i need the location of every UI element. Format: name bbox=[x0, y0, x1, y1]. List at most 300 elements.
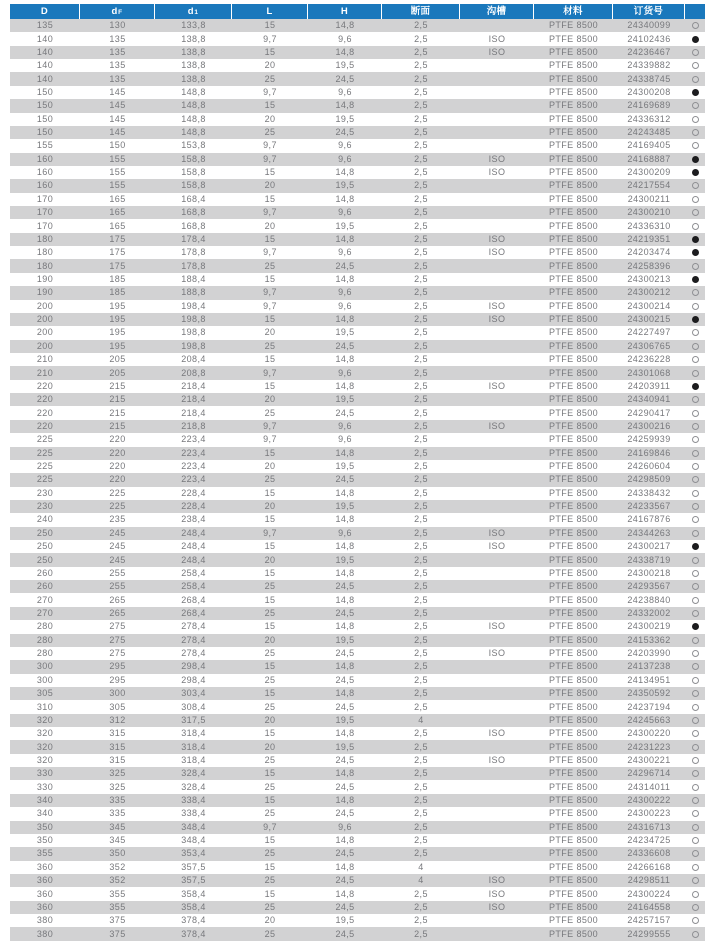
table-row bbox=[10, 927, 705, 940]
cell-order-number: 24300223 bbox=[627, 808, 671, 819]
availability-dot-open-icon bbox=[692, 797, 699, 804]
cell-dF: 215 bbox=[109, 420, 126, 431]
cell-d1: 358,4 bbox=[181, 888, 206, 899]
table-row bbox=[10, 634, 705, 647]
cell-availability bbox=[685, 553, 705, 566]
cell-availability bbox=[685, 794, 705, 807]
cell-cross-section: 2,5 bbox=[414, 808, 428, 819]
cell-dF: 245 bbox=[109, 541, 126, 552]
cell-L: 15 bbox=[264, 380, 276, 391]
cell-cross-section: 2,5 bbox=[414, 674, 428, 685]
cell-D: 320 bbox=[36, 754, 54, 765]
cell-cross-section: 2,5 bbox=[414, 648, 428, 659]
cell-d1: 348,4 bbox=[181, 835, 206, 846]
cell-cross-section: 2,5 bbox=[414, 728, 428, 739]
table-row bbox=[10, 233, 705, 246]
cell-availability bbox=[685, 807, 705, 820]
cell-groove bbox=[460, 219, 534, 232]
cell-material: PTFE 8500 bbox=[548, 461, 599, 472]
cell-groove bbox=[460, 567, 534, 580]
cell-availability bbox=[685, 32, 705, 45]
cell-cross-section: 2,5 bbox=[414, 607, 428, 618]
cell-L: 15 bbox=[264, 193, 276, 204]
cell-L: 9,7 bbox=[263, 86, 277, 97]
cell-d1: 228,4 bbox=[181, 501, 206, 512]
cell-L: 20 bbox=[264, 113, 276, 124]
cell-order-number: 24300222 bbox=[627, 795, 671, 806]
cell-d1: 328,4 bbox=[181, 781, 206, 792]
cell-L: 15 bbox=[264, 768, 276, 779]
cell-d1: 218,4 bbox=[181, 407, 206, 418]
cell-availability bbox=[685, 326, 705, 339]
cell-availability bbox=[685, 273, 705, 286]
cell-order-number: 24300215 bbox=[627, 314, 671, 325]
cell-L: 25 bbox=[264, 754, 276, 765]
cell-dF: 235 bbox=[109, 514, 126, 525]
cell-L: 15 bbox=[264, 541, 276, 552]
cell-D: 250 bbox=[36, 527, 54, 538]
header-label: D bbox=[40, 5, 49, 17]
cell-order-number: 24339882 bbox=[627, 60, 671, 71]
cell-D: 200 bbox=[36, 327, 54, 338]
cell-groove bbox=[460, 460, 534, 473]
cell-material: PTFE 8500 bbox=[548, 901, 599, 912]
table-row bbox=[10, 914, 705, 927]
cell-L: 9,7 bbox=[263, 434, 277, 445]
cell-D: 260 bbox=[36, 567, 54, 578]
availability-dot-open-icon bbox=[692, 557, 699, 564]
cell-dF: 220 bbox=[109, 474, 126, 485]
header-col-dF bbox=[80, 4, 155, 19]
cell-dF: 135 bbox=[109, 33, 126, 44]
cell-material: PTFE 8500 bbox=[548, 541, 599, 552]
cell-order-number: 24260604 bbox=[627, 461, 671, 472]
cell-H: 14,8 bbox=[335, 380, 355, 391]
table-row bbox=[10, 300, 705, 313]
cell-groove bbox=[460, 861, 534, 874]
cell-material: PTFE 8500 bbox=[548, 420, 599, 431]
cell-material: PTFE 8500 bbox=[548, 260, 599, 271]
cell-D: 230 bbox=[36, 487, 54, 498]
table-row bbox=[10, 567, 705, 580]
cell-cross-section: 2,5 bbox=[414, 140, 428, 151]
table-row bbox=[10, 887, 705, 900]
table-row bbox=[10, 807, 705, 820]
table-row bbox=[10, 259, 705, 272]
cell-d1: 317,5 bbox=[181, 714, 206, 725]
cell-d1: 318,4 bbox=[181, 728, 206, 739]
cell-availability bbox=[685, 19, 705, 32]
table-row bbox=[10, 714, 705, 727]
cell-material: PTFE 8500 bbox=[548, 808, 599, 819]
cell-order-number: 24227497 bbox=[627, 327, 671, 338]
cell-L: 15 bbox=[264, 594, 276, 605]
cell-cross-section: 2,5 bbox=[414, 541, 428, 552]
availability-dot-open-icon bbox=[692, 396, 699, 403]
cell-d1: 238,4 bbox=[181, 514, 206, 525]
cell-availability bbox=[685, 340, 705, 353]
cell-cross-section: 2,5 bbox=[414, 474, 428, 485]
table-row bbox=[10, 647, 705, 660]
cell-H: 9,6 bbox=[338, 420, 352, 431]
cell-cross-section: 2,5 bbox=[414, 795, 428, 806]
cell-material: PTFE 8500 bbox=[548, 634, 599, 645]
header-col-H bbox=[308, 4, 382, 19]
cell-dF: 220 bbox=[109, 447, 126, 458]
cell-order-number: 24203990 bbox=[627, 648, 671, 659]
cell-cross-section: 2,5 bbox=[414, 688, 428, 699]
cell-material: PTFE 8500 bbox=[548, 380, 599, 391]
cell-L: 25 bbox=[264, 474, 276, 485]
cell-dF: 220 bbox=[109, 461, 126, 472]
header-col-L bbox=[232, 4, 308, 19]
cell-D: 150 bbox=[36, 86, 54, 97]
cell-order-number: 24238840 bbox=[627, 594, 671, 605]
table-row bbox=[10, 72, 705, 85]
cell-cross-section: 2,5 bbox=[414, 300, 428, 311]
cell-cross-section: 2,5 bbox=[414, 380, 428, 391]
cell-d1: 178,8 bbox=[181, 247, 206, 258]
cell-L: 15 bbox=[264, 514, 276, 525]
table-row bbox=[10, 580, 705, 593]
cell-availability bbox=[685, 607, 705, 620]
cell-D: 160 bbox=[36, 153, 54, 164]
cell-d1: 148,8 bbox=[181, 127, 206, 138]
cell-d1: 148,8 bbox=[181, 86, 206, 97]
table-row bbox=[10, 874, 705, 887]
cell-order-number: 24237194 bbox=[627, 701, 671, 712]
cell-order-number: 24236228 bbox=[627, 354, 671, 365]
cell-H: 24,5 bbox=[335, 928, 355, 939]
cell-d1: 218,4 bbox=[181, 380, 206, 391]
cell-dF: 215 bbox=[109, 380, 126, 391]
cell-material: PTFE 8500 bbox=[548, 795, 599, 806]
cell-d1: 268,4 bbox=[181, 607, 206, 618]
cell-D: 360 bbox=[36, 861, 54, 872]
cell-D: 160 bbox=[36, 167, 54, 178]
cell-groove bbox=[460, 634, 534, 647]
cell-D: 355 bbox=[36, 848, 54, 859]
cell-cross-section: 2,5 bbox=[414, 901, 428, 912]
cell-D: 140 bbox=[36, 73, 54, 84]
cell-H: 9,6 bbox=[338, 287, 352, 298]
cell-groove bbox=[460, 593, 534, 606]
cell-order-number: 24332002 bbox=[627, 607, 671, 618]
cell-dF: 255 bbox=[109, 567, 126, 578]
cell-groove bbox=[460, 113, 534, 126]
cell-D: 350 bbox=[36, 821, 54, 832]
cell-L: 25 bbox=[264, 607, 276, 618]
cell-order-number: 24231223 bbox=[627, 741, 671, 752]
cell-d1: 148,8 bbox=[181, 100, 206, 111]
cell-order-number: 24306765 bbox=[627, 340, 671, 351]
cell-H: 24,5 bbox=[335, 127, 355, 138]
cell-D: 150 bbox=[36, 127, 54, 138]
header-label: 订货号 bbox=[633, 5, 664, 17]
cell-L: 25 bbox=[264, 407, 276, 418]
availability-dot-filled-icon bbox=[692, 276, 699, 283]
table-row bbox=[10, 313, 705, 326]
cell-L: 15 bbox=[264, 861, 276, 872]
availability-dot-open-icon bbox=[692, 370, 699, 377]
cell-order-number: 24219351 bbox=[627, 233, 671, 244]
cell-d1: 198,4 bbox=[181, 300, 206, 311]
cell-groove: ISO bbox=[488, 621, 506, 632]
table-row bbox=[10, 206, 705, 219]
table-row bbox=[10, 687, 705, 700]
cell-H: 24,5 bbox=[335, 260, 355, 271]
cell-H: 24,5 bbox=[335, 754, 355, 765]
cell-L: 20 bbox=[264, 915, 276, 926]
cell-groove bbox=[460, 59, 534, 72]
cell-L: 9,7 bbox=[263, 153, 277, 164]
cell-H: 9,6 bbox=[338, 207, 352, 218]
table-row bbox=[10, 620, 705, 633]
cell-groove bbox=[460, 353, 534, 366]
cell-L: 25 bbox=[264, 848, 276, 859]
availability-dot-open-icon bbox=[692, 329, 699, 336]
cell-D: 305 bbox=[36, 688, 54, 699]
cell-L: 15 bbox=[264, 354, 276, 365]
cell-L: 9,7 bbox=[263, 33, 277, 44]
availability-dot-open-icon bbox=[692, 931, 699, 938]
cell-D: 280 bbox=[36, 634, 54, 645]
table-row bbox=[10, 780, 705, 793]
cell-order-number: 24258396 bbox=[627, 260, 671, 271]
cell-d1: 178,8 bbox=[181, 260, 206, 271]
cell-L: 15 bbox=[264, 314, 276, 325]
cell-L: 15 bbox=[264, 795, 276, 806]
cell-availability bbox=[685, 660, 705, 673]
cell-dF: 165 bbox=[109, 220, 126, 231]
availability-dot-open-icon bbox=[692, 597, 699, 604]
cell-D: 190 bbox=[36, 274, 54, 284]
cell-L: 15 bbox=[264, 487, 276, 498]
cell-order-number: 24340099 bbox=[627, 20, 671, 31]
cell-H: 24,5 bbox=[335, 581, 355, 592]
cell-L: 9,7 bbox=[263, 140, 277, 151]
cell-dF: 275 bbox=[109, 648, 126, 659]
cell-dF: 305 bbox=[109, 701, 126, 712]
cell-material: PTFE 8500 bbox=[548, 153, 599, 164]
cell-D: 250 bbox=[36, 541, 54, 552]
cell-material: PTFE 8500 bbox=[548, 835, 599, 846]
cell-order-number: 24350592 bbox=[627, 688, 671, 699]
availability-dot-open-icon bbox=[692, 303, 699, 310]
table-row bbox=[10, 674, 705, 687]
availability-dot-filled-icon bbox=[692, 36, 699, 43]
availability-dot-open-icon bbox=[692, 450, 699, 457]
cell-order-number: 24300220 bbox=[627, 728, 671, 739]
cell-order-number: 24300208 bbox=[627, 86, 671, 97]
cell-availability bbox=[685, 914, 705, 927]
cell-material: PTFE 8500 bbox=[548, 314, 599, 325]
cell-D: 225 bbox=[36, 474, 54, 485]
cell-order-number: 24336608 bbox=[627, 848, 671, 859]
cell-groove bbox=[460, 139, 534, 152]
cell-dF: 145 bbox=[109, 127, 126, 138]
cell-dF: 315 bbox=[109, 754, 126, 765]
cell-D: 260 bbox=[36, 581, 54, 592]
cell-groove bbox=[460, 714, 534, 727]
cell-groove bbox=[460, 807, 534, 820]
cell-H: 14,8 bbox=[335, 688, 355, 699]
cell-material: PTFE 8500 bbox=[548, 407, 599, 418]
cell-d1: 298,4 bbox=[181, 661, 206, 672]
cell-groove bbox=[460, 72, 534, 85]
availability-dot-open-icon bbox=[692, 62, 699, 69]
cell-d1: 308,4 bbox=[181, 701, 206, 712]
cell-H: 14,8 bbox=[335, 594, 355, 605]
cell-dF: 245 bbox=[109, 554, 126, 565]
cell-availability bbox=[685, 193, 705, 206]
cell-L: 25 bbox=[264, 781, 276, 792]
availability-dot-open-icon bbox=[692, 410, 699, 417]
cell-material: PTFE 8500 bbox=[548, 648, 599, 659]
cell-cross-section: 2,5 bbox=[414, 207, 428, 218]
availability-dot-filled-icon bbox=[692, 383, 699, 390]
header-label: d bbox=[187, 5, 194, 17]
cell-cross-section: 2,5 bbox=[414, 848, 428, 859]
cell-D: 180 bbox=[36, 260, 54, 271]
cell-dF: 335 bbox=[109, 808, 126, 819]
cell-D: 140 bbox=[36, 46, 54, 57]
cell-cross-section: 2,5 bbox=[414, 781, 428, 792]
cell-H: 14,8 bbox=[335, 20, 355, 31]
cell-dF: 195 bbox=[109, 327, 126, 338]
cell-d1: 258,4 bbox=[181, 581, 206, 592]
cell-dF: 265 bbox=[109, 594, 126, 605]
cell-L: 20 bbox=[264, 634, 276, 645]
cell-groove bbox=[460, 259, 534, 272]
cell-dF: 220 bbox=[109, 434, 126, 445]
cell-D: 200 bbox=[36, 340, 54, 351]
cell-d1: 378,4 bbox=[181, 928, 206, 939]
cell-d1: 198,8 bbox=[181, 327, 206, 338]
cell-dF: 315 bbox=[109, 741, 126, 752]
cell-H: 24,5 bbox=[335, 607, 355, 618]
cell-dF: 135 bbox=[109, 60, 126, 71]
cell-L: 20 bbox=[264, 327, 276, 338]
cell-d1: 318,4 bbox=[181, 754, 206, 765]
availability-dot-open-icon bbox=[692, 570, 699, 577]
cell-order-number: 24233567 bbox=[627, 501, 671, 512]
cell-availability bbox=[685, 393, 705, 406]
cell-order-number: 24301068 bbox=[627, 367, 671, 378]
table-row bbox=[10, 754, 705, 767]
cell-D: 170 bbox=[36, 207, 54, 218]
cell-L: 20 bbox=[264, 220, 276, 231]
cell-cross-section: 2,5 bbox=[414, 754, 428, 765]
cell-L: 25 bbox=[264, 340, 276, 351]
cell-H: 14,8 bbox=[335, 621, 355, 632]
availability-dot-filled-icon bbox=[692, 156, 699, 163]
availability-dot-open-icon bbox=[692, 770, 699, 777]
cell-order-number: 24300221 bbox=[627, 754, 671, 765]
cell-availability bbox=[685, 500, 705, 513]
header-col-availability bbox=[685, 4, 705, 19]
cell-groove bbox=[460, 740, 534, 753]
cell-D: 360 bbox=[36, 875, 54, 886]
cell-dF: 145 bbox=[109, 113, 126, 124]
cell-D: 360 bbox=[36, 901, 54, 912]
cell-d1: 133,8 bbox=[181, 20, 206, 31]
cell-cross-section: 2,5 bbox=[414, 527, 428, 538]
cell-order-number: 24293567 bbox=[627, 581, 671, 592]
table-row bbox=[10, 46, 705, 59]
cell-cross-section: 2,5 bbox=[414, 768, 428, 779]
cell-H: 9,6 bbox=[338, 140, 352, 151]
cell-order-number: 24340941 bbox=[627, 394, 671, 405]
cell-material: PTFE 8500 bbox=[548, 287, 599, 298]
header-label: 材料 bbox=[563, 5, 583, 17]
cell-dF: 195 bbox=[109, 340, 126, 351]
cell-order-number: 24168887 bbox=[627, 153, 671, 164]
cell-cross-section: 2,5 bbox=[414, 407, 428, 418]
cell-cross-section: 2,5 bbox=[414, 46, 428, 57]
cell-L: 25 bbox=[264, 260, 276, 271]
header-col-d1 bbox=[155, 4, 232, 19]
cell-dF: 355 bbox=[109, 901, 126, 912]
cell-availability bbox=[685, 113, 705, 126]
cell-cross-section: 2,5 bbox=[414, 73, 428, 84]
cell-d1: 353,4 bbox=[181, 848, 206, 859]
table-row bbox=[10, 246, 705, 259]
cell-order-number: 24338432 bbox=[627, 487, 671, 498]
cell-material: PTFE 8500 bbox=[548, 741, 599, 752]
cell-D: 270 bbox=[36, 594, 54, 605]
availability-dot-open-icon bbox=[692, 436, 699, 443]
cell-groove: ISO bbox=[488, 541, 506, 552]
table-row bbox=[10, 126, 705, 139]
cell-dF: 155 bbox=[109, 180, 126, 191]
cell-dF: 155 bbox=[109, 167, 126, 178]
cell-cross-section: 2,5 bbox=[414, 581, 428, 592]
cell-L: 15 bbox=[264, 447, 276, 458]
cell-d1: 188,8 bbox=[181, 287, 206, 298]
cell-cross-section: 2,5 bbox=[414, 701, 428, 712]
cell-L: 15 bbox=[264, 728, 276, 739]
cell-cross-section: 2,5 bbox=[414, 327, 428, 338]
table-row bbox=[10, 847, 705, 860]
table-row bbox=[10, 19, 705, 32]
cell-groove: ISO bbox=[488, 233, 506, 244]
table-row bbox=[10, 821, 705, 834]
cell-L: 15 bbox=[264, 274, 276, 284]
cell-dF: 155 bbox=[109, 153, 126, 164]
cell-d1: 208,8 bbox=[181, 367, 206, 378]
cell-D: 180 bbox=[36, 233, 54, 244]
cell-material: PTFE 8500 bbox=[548, 434, 599, 445]
availability-dot-open-icon bbox=[692, 717, 699, 724]
cell-D: 140 bbox=[36, 33, 54, 44]
cell-order-number: 24300211 bbox=[627, 193, 671, 204]
cell-order-number: 24153362 bbox=[627, 634, 671, 645]
table-row bbox=[10, 861, 705, 874]
cell-order-number: 24236467 bbox=[627, 46, 671, 57]
cell-cross-section: 2,5 bbox=[414, 127, 428, 138]
cell-availability bbox=[685, 286, 705, 299]
cell-cross-section: 2,5 bbox=[414, 487, 428, 498]
table-body bbox=[10, 19, 705, 941]
header-col-D bbox=[10, 4, 80, 19]
cell-groove bbox=[460, 366, 534, 379]
cell-d1: 138,8 bbox=[181, 60, 206, 71]
cell-material: PTFE 8500 bbox=[548, 781, 599, 792]
cell-D: 280 bbox=[36, 648, 54, 659]
cell-order-number: 24167876 bbox=[627, 514, 671, 525]
cell-dF: 195 bbox=[109, 300, 126, 311]
